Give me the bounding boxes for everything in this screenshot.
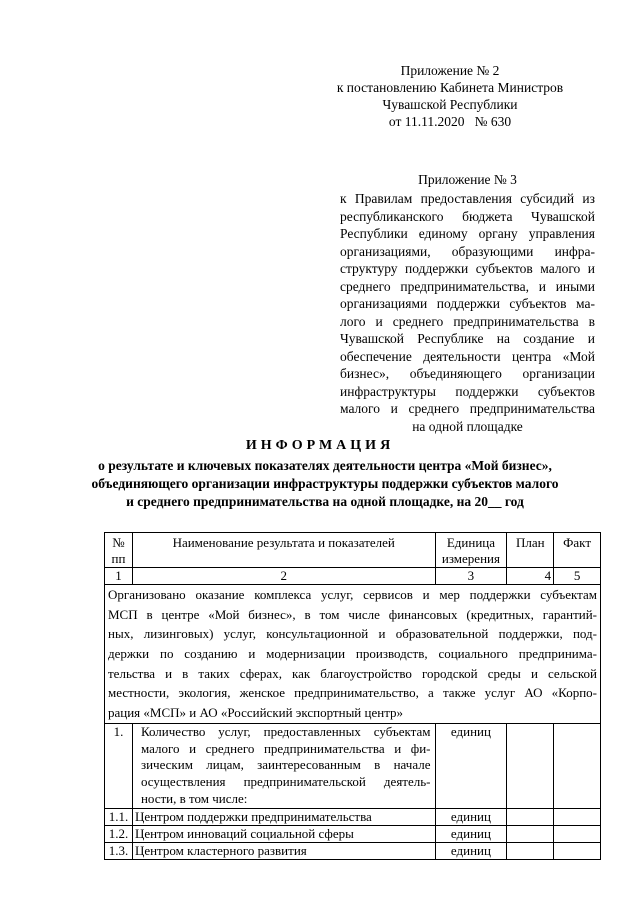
appendix-3-line: организациями поддержки субъектов ма-: [340, 296, 595, 311]
index-cell: 3: [435, 568, 507, 585]
appendix-2-decree: к постановлению Кабинета Министров: [336, 80, 564, 95]
table-row: [105, 723, 601, 808]
row-name: [132, 723, 435, 808]
row-name-line: осуществления предпринимательской деятель-: [140, 774, 431, 790]
subheading-line: и среднего предпринимательства на одной площадке, на 20__ год: [126, 494, 524, 509]
appendix-3-line: обеспечение деятельности центра «Мой: [340, 348, 595, 364]
appendix-3-line: среднего предпринимательства, и иными: [340, 278, 595, 294]
row-name-line: зическим лицам, заинтересованным в начале: [140, 757, 431, 773]
result-description: [105, 585, 601, 724]
row-plan: [507, 825, 554, 842]
row-name: Центром кластерного развития: [132, 842, 435, 859]
table-row: [105, 825, 601, 842]
result-line: местности, экология, женское предпринимательство, а также услуг АО «Корпо-: [108, 685, 597, 701]
row-name: Центром инноваций социальной сферы: [132, 825, 435, 842]
row-num: 1.2.: [105, 825, 133, 842]
appendix-3-line: инфраструктуры поддержки субъектов: [340, 383, 595, 399]
row-plan: [507, 842, 554, 859]
table-row: [105, 808, 601, 825]
appendix-3-body: [340, 190, 595, 435]
appendix-3-line: на одной площадке: [412, 418, 523, 434]
table-header-row: [105, 533, 601, 568]
appendix-3-line: Чувашской Республике на создание и: [340, 331, 595, 346]
row-unit: единиц: [435, 808, 507, 825]
row-name-line: ности, в том числе:: [140, 791, 248, 806]
subheading-line: о результате и ключевых показателях деятельности центра «Мой бизнес»,: [98, 458, 552, 473]
result-line: Организовано оказание комплекса услуг, сервисов и мер поддержки субъектам: [108, 587, 597, 602]
appendix-2-title: Приложение № 2: [400, 63, 500, 78]
row-unit: единиц: [435, 825, 507, 842]
row-name-line: малого и среднего предпринимательства и фи-: [140, 740, 431, 756]
row-num: 1.3.: [105, 842, 133, 859]
appendix-3-line: республиканского бюджета Чувашской: [340, 208, 595, 224]
result-line: держки по созданию и модернизации производств, социального предпринима-: [108, 646, 597, 662]
index-cell: 4: [507, 568, 554, 585]
row-name: Центром поддержки предпринимательства: [132, 808, 435, 825]
header-unit: Единица измерения: [435, 533, 507, 568]
indicators-table: [104, 532, 601, 860]
row-plan: [507, 808, 554, 825]
table-index-row: [105, 568, 601, 585]
result-line: рация «МСП» и АО «Российский экспортный центр»: [108, 705, 404, 721]
row-num: 1.1.: [105, 808, 133, 825]
index-cell: 1: [105, 568, 133, 585]
row-name-line: Количество услуг, предоставленных субъектам: [140, 723, 431, 739]
row-fact: [554, 825, 601, 842]
document-heading: ИНФОРМАЦИЯ: [245, 438, 395, 453]
appendix-3-line: организациями, образующими инфра-: [340, 243, 595, 259]
row-unit: единиц: [435, 723, 507, 808]
row-unit: единиц: [435, 842, 507, 859]
row-num: 1.: [105, 723, 133, 808]
appendix-2-header: [330, 62, 570, 130]
appendix-3-line: бизнес», объединяющего организации: [340, 366, 595, 381]
appendix-3-line: лого и среднего предпринимательства в: [340, 313, 595, 329]
result-line: тельства и в таких сферах, как благоустройство городской среды и сельской: [108, 665, 597, 681]
index-cell: 2: [132, 568, 435, 585]
table-span-row: [105, 585, 601, 724]
header-fact: Факт: [554, 533, 601, 568]
appendix-2-date: от 11.11.2020 № 630: [388, 114, 512, 129]
appendix-3-line: малого и среднего предпринимательства: [340, 401, 595, 416]
appendix-3-line: к Правилам предоставления субсидий из: [340, 191, 595, 206]
appendix-3-title: Приложение № 3: [418, 172, 517, 187]
table-row: [105, 842, 601, 859]
appendix-3-line: структуру поддержки субъектов малого и: [340, 261, 595, 276]
row-plan: [507, 723, 554, 808]
row-fact: [554, 808, 601, 825]
row-fact: [554, 723, 601, 808]
header-plan: План: [507, 533, 554, 568]
result-line: МСП в центре «Мой бизнес», в том числе финансовых (кредитных, гарантий-: [108, 606, 597, 622]
document-subheading: [90, 457, 560, 511]
header-num: № пп: [105, 533, 133, 568]
index-cell: 5: [554, 568, 601, 585]
row-fact: [554, 842, 601, 859]
appendix-2-republic: Чувашской Республики: [382, 97, 518, 112]
result-line: ных, лизинговых) услуг, консультационной и образовательной поддержки, под-: [108, 626, 597, 642]
appendix-3-line: Республики единому органу управления: [340, 226, 595, 241]
subheading-line: объединяющего организации инфраструктуры поддержки субъектов малого: [91, 476, 559, 491]
header-name: Наименование результата и показателей: [132, 533, 435, 568]
